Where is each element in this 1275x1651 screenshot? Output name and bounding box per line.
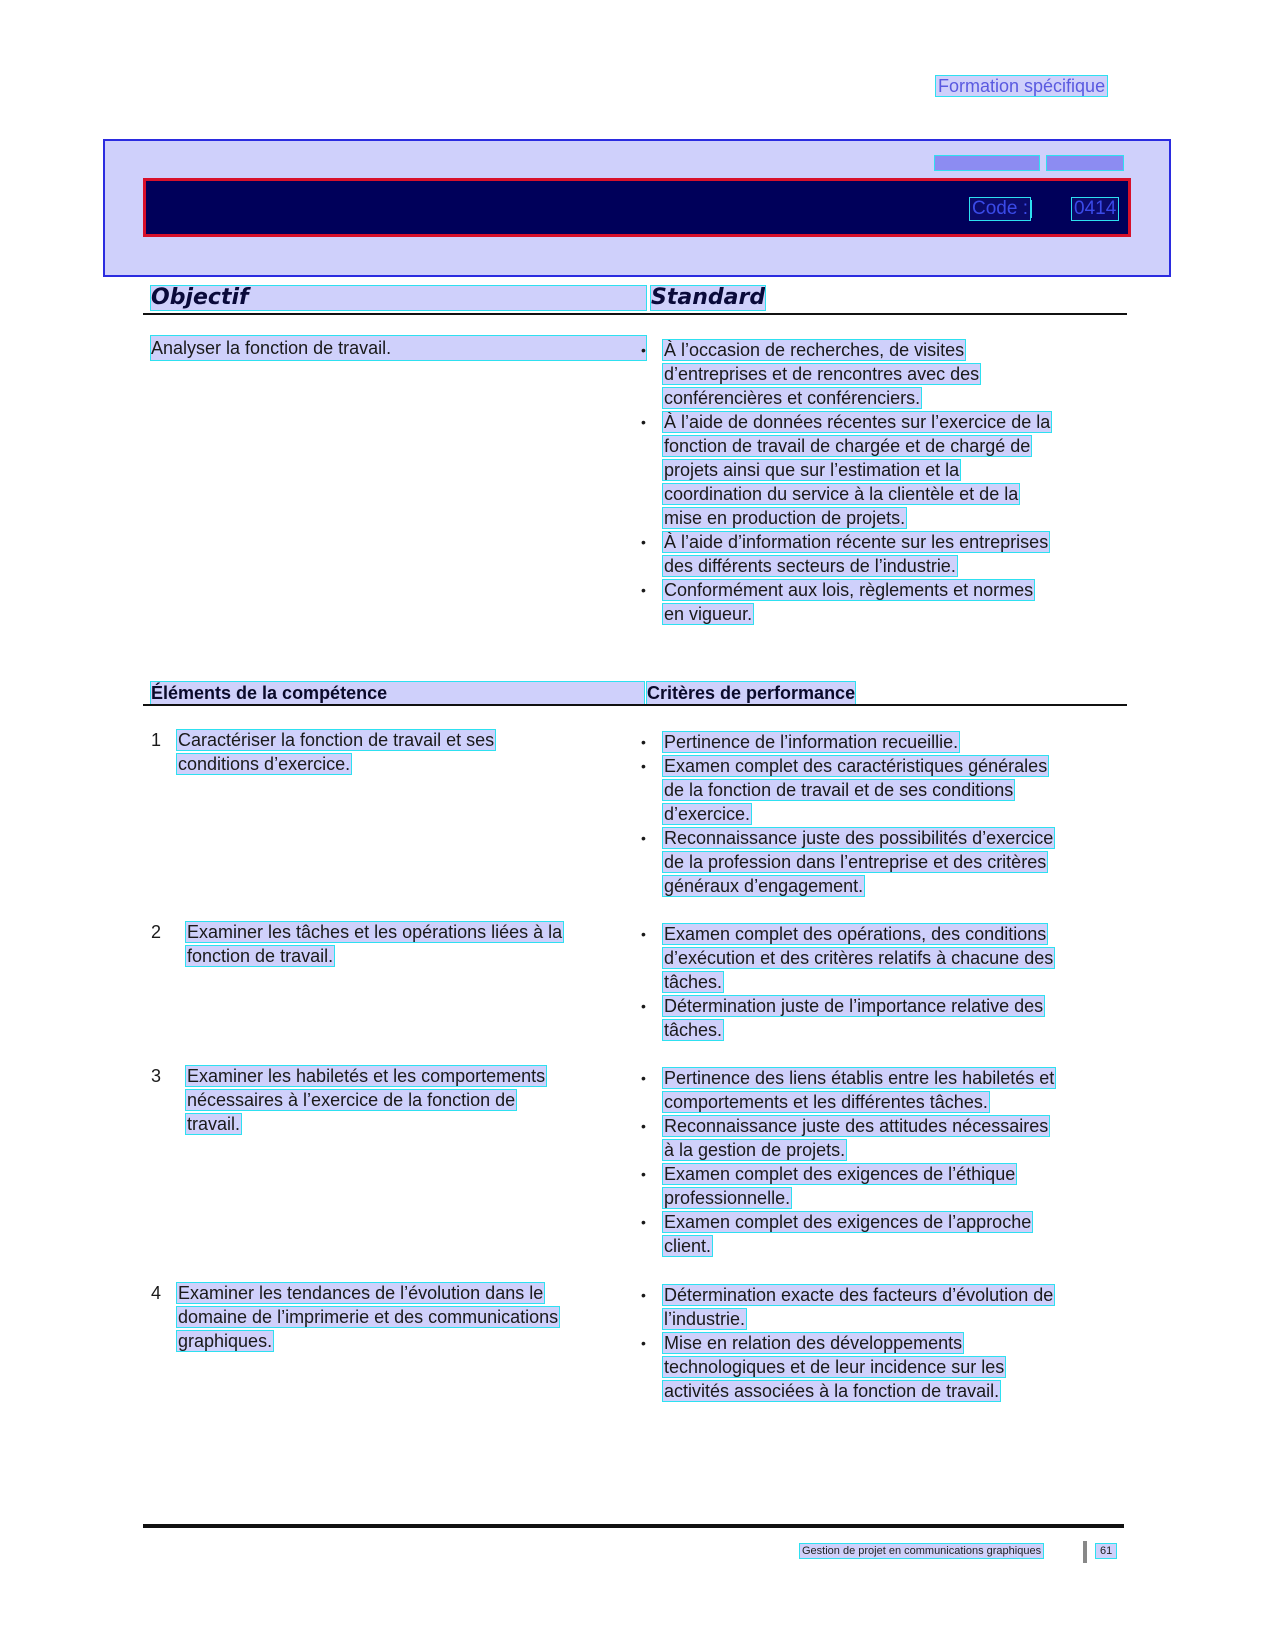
bullet-line <box>663 602 1034 626</box>
element-line-text: travail. <box>187 1114 241 1134</box>
bullet-line <box>663 1090 1055 1114</box>
bullet-line-text: comportements et les différentes tâches. <box>664 1092 988 1112</box>
bullet-line <box>663 1234 1032 1258</box>
bullet-line <box>663 554 1049 578</box>
bullet-line-text: l’industrie. <box>664 1309 746 1329</box>
element-line-text: Caractériser la fonction de travail et ses <box>178 730 495 750</box>
bullet-line-text: Détermination exacte des facteurs d’évolution de <box>664 1285 1054 1305</box>
table-rule <box>143 313 1127 315</box>
bullet-icon: • <box>641 926 646 942</box>
element-line-text: domaine de l’imprimerie et des communications <box>178 1307 559 1327</box>
bullet-icon: • <box>641 758 646 774</box>
bullet-line <box>663 1379 1005 1403</box>
bullet-line <box>663 530 1049 554</box>
bullet-icon: • <box>641 1214 646 1230</box>
code-label: Code : <box>972 198 1028 219</box>
bullet-line-text: Mise en relation des développements <box>664 1333 963 1353</box>
bullet-icon: • <box>641 414 646 430</box>
objective-heading: Objectif <box>151 286 646 310</box>
bullet-line <box>663 1162 1016 1186</box>
bullet-line <box>663 338 980 362</box>
element-line-text: Examiner les tâches et les opérations liées à la <box>187 922 563 942</box>
bullet-icon: • <box>641 534 646 550</box>
element-line-text: Examiner les tendances de l’évolution dans le <box>178 1283 544 1303</box>
bullet-line <box>663 1283 1054 1307</box>
bullet-line-text: de la profession dans l’entreprise et des critères <box>664 852 1047 872</box>
bullet-line <box>663 826 1054 850</box>
element-number: 4 <box>151 1283 162 1303</box>
section-label: Formation spécifique <box>938 76 1106 96</box>
element-number: 3 <box>151 1066 162 1086</box>
bullet-line-text: de la fonction de travail et de ses conditions <box>664 780 1014 800</box>
bullet-line-text: fonction de travail de chargée et de chargé de <box>664 436 1031 456</box>
bullet-line-text: d’exécution et des critères relatifs à chacune des <box>664 948 1054 968</box>
bullet-line-text: d’exercice. <box>664 804 751 824</box>
bullet-line <box>663 970 1054 994</box>
bullet-line-text: Détermination juste de l’importance relative des <box>664 996 1044 1016</box>
bullet-line <box>663 994 1044 1018</box>
bullet-line-text: généraux d’engagement. <box>664 876 864 896</box>
bullet-icon: • <box>641 1335 646 1351</box>
bullet-line-text: À l’aide d’information récente sur les entreprises <box>664 532 1049 552</box>
page-number: 61 <box>1096 1544 1116 1558</box>
element-line-text: fonction de travail. <box>187 946 334 966</box>
table-rule <box>143 704 1127 706</box>
bullet-line <box>663 1114 1049 1138</box>
bullet-line <box>663 362 980 386</box>
footer-divider <box>1083 1541 1087 1563</box>
element-line-text: Examiner les habiletés et les comportements <box>187 1066 546 1086</box>
bullet-line <box>663 434 1051 458</box>
bullet-line-text: conférencières et conférenciers. <box>664 388 921 408</box>
bullet-line <box>663 458 1051 482</box>
bullet-icon: • <box>641 998 646 1014</box>
bullet-line-text: professionnelle. <box>664 1188 791 1208</box>
bullet-icon: • <box>641 830 646 846</box>
bullet-icon: • <box>641 342 646 358</box>
bullet-icon: • <box>641 1166 646 1182</box>
bullet-line-text: coordination du service à la clientèle et de la <box>664 484 1019 504</box>
bullet-line-text: en vigueur. <box>664 604 753 624</box>
element-line <box>177 1281 637 1305</box>
bullet-line-text: À l’aide de données récentes sur l’exercice de la <box>664 412 1051 432</box>
bullet-line <box>663 1210 1032 1234</box>
bullet-line-text: Reconnaissance juste des attitudes nécessaires <box>664 1116 1049 1136</box>
bullet-line-text: Conformément aux lois, règlements et normes <box>664 580 1034 600</box>
bullet-line-text: Pertinence des liens établis entre les habiletés et <box>664 1068 1055 1088</box>
standard-heading: Standard <box>651 285 766 310</box>
objective-text <box>151 336 646 360</box>
bullet-line-text: Examen complet des caractéristiques générales <box>664 756 1048 776</box>
bullet-line <box>663 1018 1044 1042</box>
banner-tab-right <box>1046 155 1124 171</box>
elements-heading: Éléments de la compétence <box>151 682 644 704</box>
bullet-line-text: Pertinence de l’information recueillie. <box>664 732 959 752</box>
bullet-line <box>663 1307 1054 1331</box>
banner-tab-left <box>934 155 1040 171</box>
bullet-icon: • <box>641 1070 646 1086</box>
bullet-line-text: À l’occasion de recherches, de visites <box>664 340 965 360</box>
element-line-text: conditions d’exercice. <box>178 754 351 774</box>
bullet-line <box>663 730 959 754</box>
bullet-line <box>663 506 1051 530</box>
element-line <box>177 1305 637 1329</box>
element-line <box>186 1088 646 1112</box>
bullet-line-text: technologiques et de leur incidence sur les <box>664 1357 1005 1377</box>
bullet-line <box>663 1355 1005 1379</box>
element-line <box>186 920 646 944</box>
footer-title: Gestion de projet en communications graphiques <box>802 1545 1042 1557</box>
bullet-line <box>663 386 980 410</box>
element-line-text: nécessaires à l’exercice de la fonction de <box>187 1090 516 1110</box>
element-number: 1 <box>151 730 162 750</box>
bullet-line <box>663 874 1054 898</box>
bullet-line-text: tâches. <box>664 1020 723 1040</box>
bullet-line-text: à la gestion de projets. <box>664 1140 846 1160</box>
bullet-line <box>663 1138 1049 1162</box>
element-line <box>186 944 646 968</box>
bullet-icon: • <box>641 582 646 598</box>
bullet-line <box>663 778 1048 802</box>
bullet-line <box>663 1066 1055 1090</box>
footer-rule <box>143 1524 1124 1528</box>
element-line <box>177 1329 637 1353</box>
element-line <box>186 1064 646 1088</box>
bullet-line <box>663 410 1051 434</box>
bullet-icon: • <box>641 734 646 750</box>
bullet-line <box>663 754 1048 778</box>
code-value: 0414 <box>1074 198 1117 219</box>
criteria-heading: Critères de performance <box>647 683 856 703</box>
bullet-line <box>663 1186 1016 1210</box>
objective-line: Analyser la fonction de travail. <box>151 336 646 360</box>
element-line <box>177 752 637 776</box>
element-line <box>186 1112 646 1136</box>
bullet-line <box>663 946 1054 970</box>
bullet-line-text: client. <box>664 1236 712 1256</box>
bullet-icon: • <box>641 1118 646 1134</box>
bullet-line-text: Examen complet des exigences de l’approche <box>664 1212 1032 1232</box>
bullet-line <box>663 850 1054 874</box>
bullet-line-text: Examen complet des exigences de l’éthique <box>664 1164 1016 1184</box>
bullet-line-text: d’entreprises et de rencontres avec des <box>664 364 980 384</box>
bullet-line-text: projets ainsi que sur l’estimation et la <box>664 460 960 480</box>
bullet-line <box>663 482 1051 506</box>
bullet-line <box>663 578 1034 602</box>
element-text <box>186 920 646 968</box>
bullet-line-text: tâches. <box>664 972 723 992</box>
banner-tabs <box>934 155 1124 171</box>
element-text <box>177 1281 637 1353</box>
element-text <box>186 1064 646 1136</box>
element-line <box>177 728 637 752</box>
code-divider <box>1030 200 1032 218</box>
bullet-line-text: Examen complet des opérations, des conditions <box>664 924 1047 944</box>
bullet-line <box>663 922 1054 946</box>
bullet-line <box>663 1331 1005 1355</box>
element-line-text: graphiques. <box>178 1331 273 1351</box>
bullet-line <box>663 802 1048 826</box>
bullet-icon: • <box>641 1287 646 1303</box>
bullet-line-text: des différents secteurs de l’industrie. <box>664 556 956 576</box>
element-number: 2 <box>151 922 162 942</box>
bullet-line-text: activités associées à la fonction de travail. <box>664 1381 1000 1401</box>
bullet-line-text: mise en production de projets. <box>664 508 906 528</box>
bullet-line-text: Reconnaissance juste des possibilités d’exercice <box>664 828 1054 848</box>
element-text <box>177 728 637 776</box>
